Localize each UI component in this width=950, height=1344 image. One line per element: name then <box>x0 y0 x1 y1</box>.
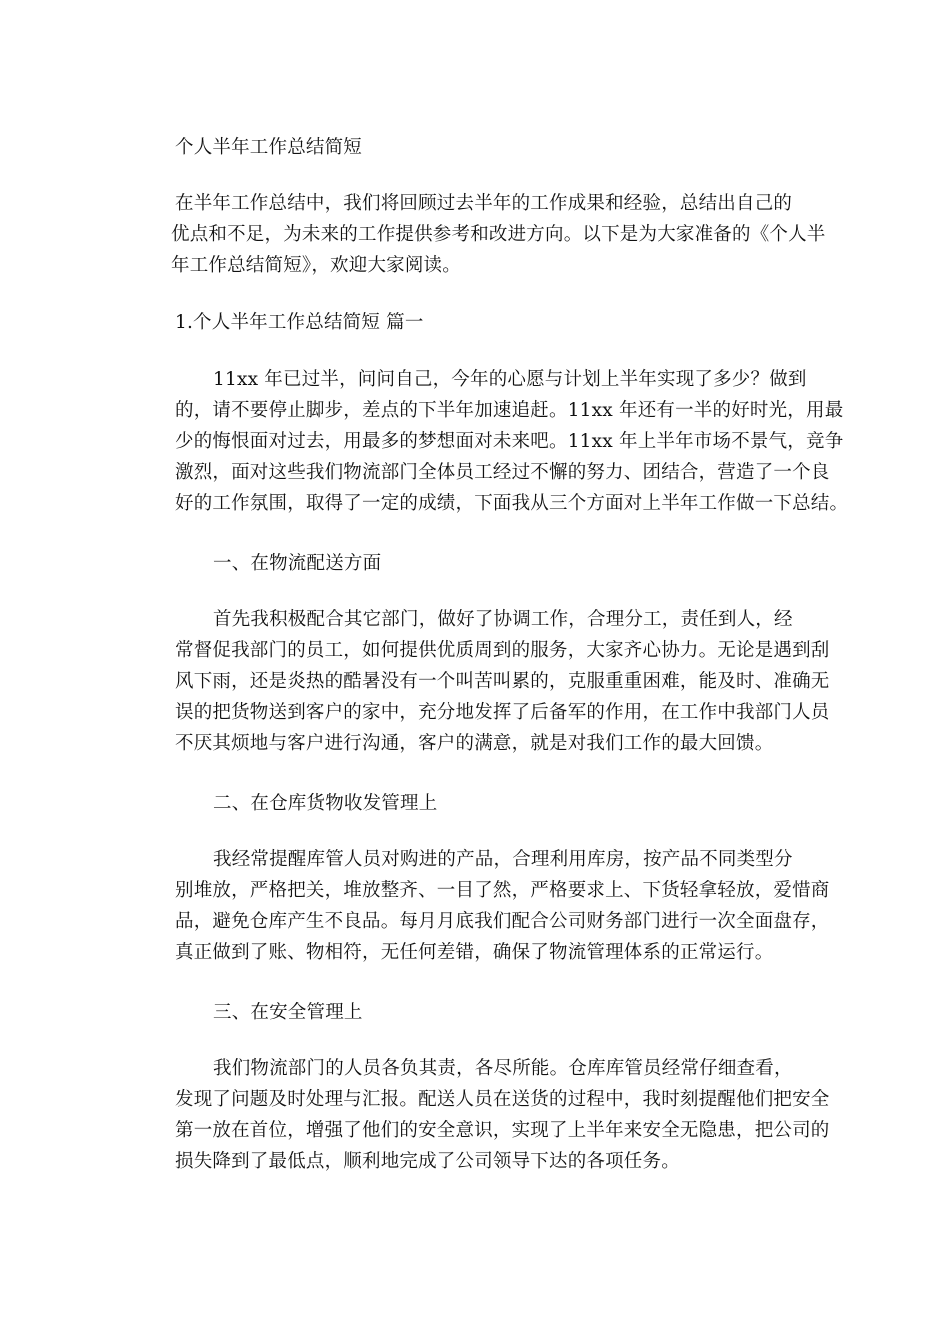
intro-paragraph <box>171 188 826 281</box>
paragraph-line: 别堆放，严格把关，堆放整齐、一目了然，严格要求上、下货轻拿轻放，爱惜商 <box>175 880 830 901</box>
paragraph-1 <box>175 364 849 519</box>
paragraph-line: 损失降到了最低点，顺利地完成了公司领导下达的各项任务。 <box>175 1151 680 1172</box>
paragraph-line: 第一放在首位，增强了他们的安全意识，实现了上半年来安全无隐患，把公司的 <box>175 1120 830 1141</box>
paragraph-line: 风下雨，还是炎热的酷暑没有一个叫苦叫累的，克服重重困难，能及时、准确无 <box>175 671 830 692</box>
paragraph-line: 的，请不要停止脚步，差点的下半年加速追赶。11xx 年还有一半的好时光，用最 <box>175 400 844 421</box>
intro-line: 优点和不足，为未来的工作提供参考和改进方向。以下是为大家准备的《个人半 <box>171 224 826 245</box>
heading-safety-management: 三、在安全管理上 <box>213 1002 363 1023</box>
paragraph-line: 误的把货物送到客户的家中，充分地发挥了后备军的作用，在工作中我部门人员 <box>175 702 830 723</box>
paragraph-line: 不厌其烦地与客户进行沟通，客户的满意，就是对我们工作的最大回馈。 <box>175 733 774 754</box>
paragraph-line: 好的工作氛围，取得了一定的成绩，下面我从三个方面对上半年工作做一下总结。 <box>175 493 849 514</box>
document-title: 个人半年工作总结简短 <box>175 137 363 158</box>
paragraph-line: 我们物流部门的人员各负其责，各尽所能。仓库库管员经常仔细查看， <box>213 1058 793 1079</box>
paragraph-line: 激烈，面对这些我们物流部门全体员工经过不懈的努力、团结合，营造了一个良 <box>175 462 830 483</box>
heading-logistics-delivery: 一、在物流配送方面 <box>213 553 382 574</box>
paragraph-4 <box>175 1053 830 1177</box>
paragraph-line: 发现了问题及时处理与汇报。配送人员在送货的过程中，我时刻提醒他们把安全 <box>175 1089 830 1110</box>
paragraph-line: 11xx 年已过半，问问自己，今年的心愿与计划上半年实现了多少？做到 <box>213 369 807 390</box>
intro-line: 年工作总结简短》，欢迎大家阅读。 <box>171 255 461 276</box>
intro-line: 在半年工作总结中，我们将回顾过去半年的工作成果和经验，总结出自己的 <box>175 193 793 214</box>
paragraph-line: 首先我积极配合其它部门，做好了协调工作，合理分工，责任到人，经 <box>213 609 793 630</box>
paragraph-line: 品，避免仓库产生不良品。每月月底我们配合公司财务部门进行一次全面盘存， <box>175 911 830 932</box>
paragraph-line: 真正做到了账、物相符，无任何差错，确保了物流管理体系的正常运行。 <box>175 942 774 963</box>
paragraph-2 <box>175 604 830 759</box>
paragraph-3 <box>175 844 830 968</box>
paragraph-line: 我经常提醒库管人员对购进的产品，合理利用库房，按产品不同类型分 <box>213 849 793 870</box>
paragraph-line: 少的悔恨面对过去，用最多的梦想面对未来吧。11xx 年上半年市场不景气，竞争 <box>175 431 844 452</box>
paragraph-line: 常督促我部门的员工，如何提供优质周到的服务，大家齐心协力。无论是遇到刮 <box>175 640 830 661</box>
heading-warehouse-management: 二、在仓库货物收发管理上 <box>213 793 438 814</box>
section-title: 1.个人半年工作总结简短 篇一 <box>175 312 424 333</box>
